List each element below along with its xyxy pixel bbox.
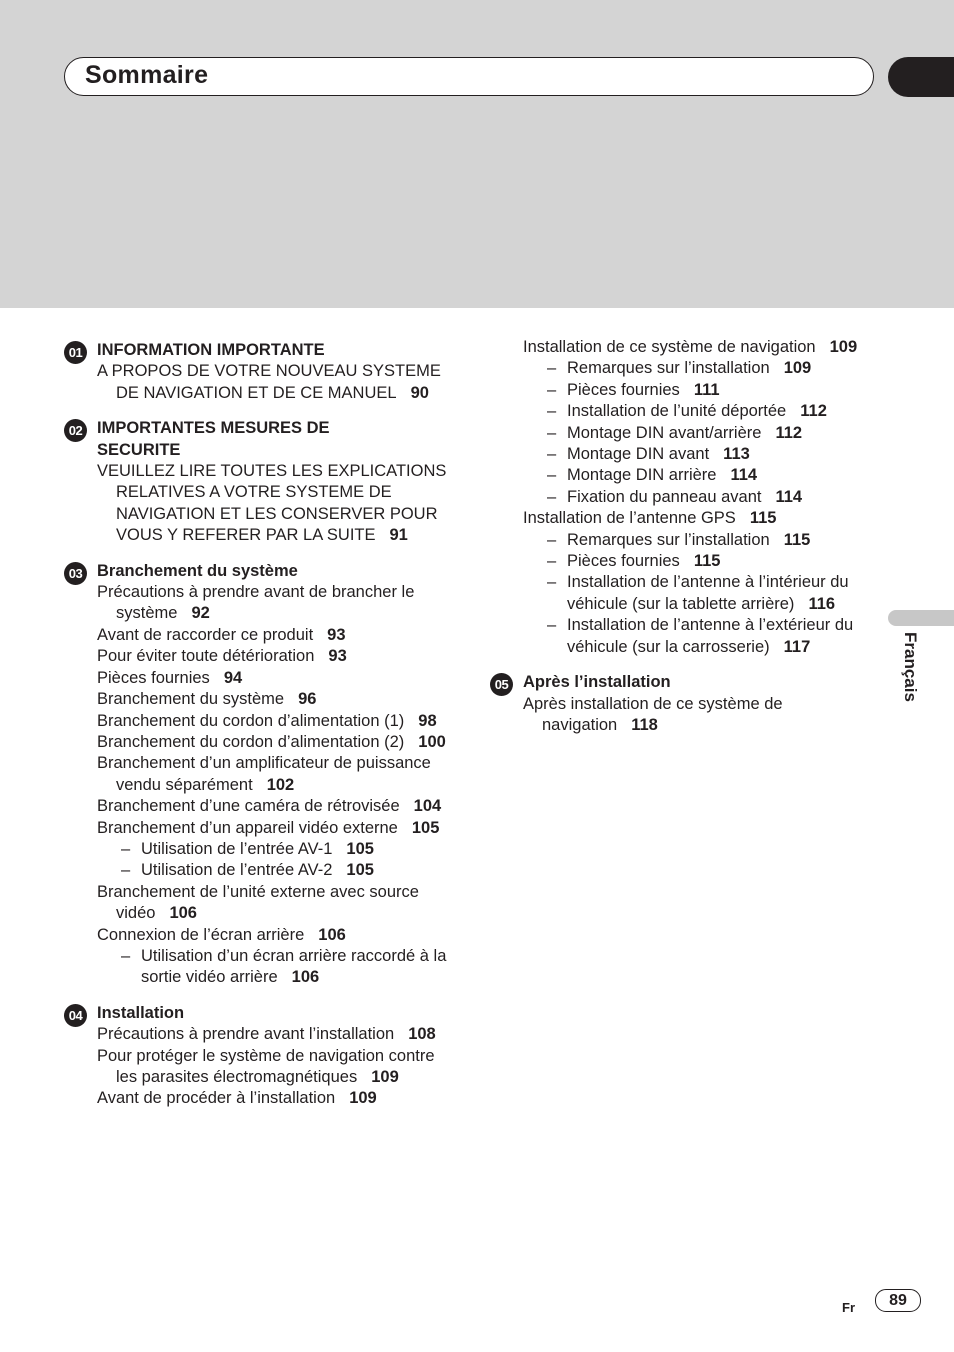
toc-subentry[interactable]: [490, 551, 882, 572]
subentry-dash: –: [547, 573, 557, 592]
entry-page-number: 108: [408, 1025, 436, 1044]
entry-text: Précautions à prendre avant de brancher le système: [97, 583, 415, 623]
section-heading-line: Installation: [97, 1003, 185, 1022]
entry-page-number: 98: [418, 711, 437, 730]
entry-text: Utilisation d’un écran arrière raccordé à la sortie vidéo arrière: [141, 946, 447, 987]
entry-text: Installation de ce système de navigation: [523, 338, 816, 356]
toc-entry[interactable]: [490, 508, 882, 529]
entry-page-number: 116: [808, 594, 836, 613]
toc-entry[interactable]: [64, 461, 454, 547]
entry-page-number: 109: [783, 359, 812, 378]
entry-text: Fixation du panneau avant: [567, 487, 762, 506]
toc-subentry[interactable]: [490, 487, 882, 508]
entry-text: Montage DIN arrière: [567, 466, 717, 485]
toc-entry[interactable]: [64, 711, 454, 732]
entry-page-number: 109: [371, 1068, 399, 1086]
entry-page-number: 114: [730, 466, 758, 485]
entry-page-number: 115: [749, 509, 777, 528]
toc-subentry[interactable]: [490, 401, 882, 422]
subentry-dash: –: [547, 445, 557, 464]
toc-right-column: [490, 337, 882, 736]
entry-page-number: 105: [411, 818, 440, 837]
toc-entry[interactable]: [64, 1024, 454, 1045]
title-box: [64, 57, 874, 96]
subentry-dash: –: [547, 423, 557, 442]
section-heading-line: Après l’installation: [523, 673, 671, 692]
entry-page-number: 115: [693, 552, 721, 571]
toc-entry[interactable]: [64, 882, 454, 925]
toc-section: [64, 418, 454, 546]
toc-subentry[interactable]: [64, 860, 454, 881]
entry-page-number: 106: [169, 904, 197, 923]
toc-section: [64, 340, 454, 404]
toc-subentry[interactable]: [64, 839, 454, 860]
entry-text: Branchement d’un amplificateur de puissance vendu séparément: [97, 754, 431, 794]
entry-page-number: 91: [389, 526, 408, 545]
entry-text: Installation de l’antenne à l’intérieur du véhicule (sur la tablette arrière): [567, 573, 849, 613]
entry-text: Avant de raccorder ce produit: [97, 625, 314, 644]
toc-subentry[interactable]: [490, 615, 882, 658]
subentry-dash: –: [547, 487, 557, 506]
entry-text: Branchement du cordon d’alimentation (1): [97, 711, 405, 730]
page-number: 89: [875, 1289, 921, 1312]
entry-page-number: 104: [413, 797, 442, 816]
section-heading: [64, 418, 454, 461]
toc-subentry[interactable]: [490, 572, 882, 615]
entry-page-number: 109: [829, 338, 858, 356]
entry-page-number: 115: [783, 530, 811, 549]
toc-entry[interactable]: [490, 337, 882, 358]
toc-entry[interactable]: [64, 818, 454, 839]
entry-text: Montage DIN avant/arrière: [567, 423, 762, 442]
toc-entry[interactable]: [64, 361, 454, 404]
entry-text: Pour éviter toute détérioration: [97, 647, 315, 666]
entry-page-number: 106: [318, 925, 346, 944]
entry-text: Avant de procéder à l’installation: [97, 1089, 336, 1108]
toc-entry[interactable]: [64, 1088, 454, 1109]
language-label: Français: [901, 632, 920, 702]
language-tab: [888, 610, 954, 626]
chapter-number-badge: 01: [64, 341, 87, 364]
entry-page-number: 96: [298, 690, 317, 709]
toc-entry[interactable]: [64, 582, 454, 625]
entry-text: Installation de l’antenne à l’extérieur du véhicule (sur la carrosserie): [567, 616, 854, 656]
section-heading-line: IMPORTANTES MESURES DE: [97, 419, 330, 438]
toc-entry[interactable]: [64, 625, 454, 646]
toc-entry[interactable]: [64, 646, 454, 667]
entry-text: Branchement du système: [97, 690, 285, 709]
toc-entry[interactable]: [64, 925, 454, 946]
toc-entry[interactable]: [64, 796, 454, 817]
toc-entry[interactable]: [64, 732, 454, 753]
subentry-dash: –: [547, 380, 557, 399]
entry-page-number: 105: [346, 839, 374, 858]
subentry-dash: –: [121, 839, 131, 858]
entry-page-number: 113: [723, 445, 750, 464]
toc-subentry[interactable]: [490, 380, 882, 401]
entry-text: Remarques sur l’installation: [567, 530, 770, 549]
toc-subentry[interactable]: [490, 358, 882, 379]
header-band: [0, 0, 954, 308]
chapter-number-badge: 02: [64, 419, 87, 442]
section-heading: [490, 672, 882, 693]
entry-text: Précautions à prendre avant l’installation: [97, 1025, 395, 1044]
entry-page-number: 92: [191, 604, 210, 623]
toc-entry[interactable]: [490, 694, 882, 737]
entry-page-number: 100: [418, 732, 446, 751]
entry-text: Connexion de l’écran arrière: [97, 925, 305, 944]
subentry-dash: –: [547, 359, 557, 378]
chapter-number-badge: 05: [490, 673, 513, 696]
entry-page-number: 118: [631, 715, 658, 734]
toc-subentry[interactable]: [64, 946, 454, 989]
entry-page-number: 114: [775, 487, 803, 506]
section-heading: [64, 561, 454, 582]
toc-section: [64, 1003, 454, 1110]
entry-text: A PROPOS DE VOTRE NOUVEAU SYSTEME DE NAVIGATION ET DE CE MANUEL: [97, 362, 441, 402]
entry-text: VEUILLEZ LIRE TOUTES LES EXPLICATIONS RELATIVES A VOTRE SYSTEME DE NAVIGATION ET LES CONSERVER POUR VOUS Y REFERER PAR LA SUITE: [97, 462, 447, 545]
toc-subentry[interactable]: [490, 423, 882, 444]
subentry-dash: –: [547, 616, 557, 635]
entry-page-number: 112: [775, 423, 803, 442]
entry-text: Utilisation de l’entrée AV-2: [141, 861, 333, 880]
section-heading: [64, 340, 454, 361]
entry-text: Utilisation de l’entrée AV-1: [141, 839, 333, 858]
entry-page-number: 109: [349, 1089, 377, 1108]
entry-text: Pièces fournies: [97, 668, 210, 687]
entry-text: Pièces fournies: [567, 552, 680, 571]
toc-entry[interactable]: [64, 1046, 454, 1089]
toc-section: [490, 672, 882, 736]
entry-page-number: 105: [346, 861, 374, 880]
entry-text: Installation de l’antenne GPS: [523, 509, 736, 528]
toc-entry[interactable]: [64, 668, 454, 689]
entry-page-number: 117: [783, 637, 811, 656]
subentry-dash: –: [547, 466, 557, 485]
entry-text: Branchement d’un appareil vidéo externe: [97, 818, 398, 837]
toc-entry[interactable]: [64, 689, 454, 710]
entry-text: Après installation de ce système de navigation: [523, 694, 783, 734]
subentry-dash: –: [547, 402, 557, 421]
entry-page-number: 93: [328, 647, 347, 666]
toc-left-column: [64, 340, 454, 1110]
entry-text: Branchement de l’unité externe avec source vidéo: [97, 882, 419, 923]
entry-text: Pièces fournies: [567, 380, 680, 399]
chapter-number-badge: 04: [64, 1004, 87, 1027]
entry-page-number: 102: [266, 775, 295, 794]
entry-text: Montage DIN avant: [567, 445, 710, 464]
entry-page-number: 112: [800, 402, 827, 421]
entry-text: Installation de l’unité déportée: [567, 402, 787, 421]
subentry-dash: –: [121, 946, 131, 965]
section-heading: [64, 1003, 454, 1024]
entry-page-number: 106: [291, 968, 320, 987]
footer-language: Fr: [842, 1300, 855, 1315]
entry-page-number: 111: [693, 380, 720, 399]
toc-section: [64, 561, 454, 989]
toc-entry[interactable]: [64, 753, 454, 796]
entry-page-number: 93: [327, 625, 346, 644]
toc-subentry[interactable]: [490, 530, 882, 551]
section-heading-line: INFORMATION IMPORTANTE: [97, 341, 325, 359]
chapter-tab: [888, 57, 954, 97]
toc-section: [490, 337, 882, 658]
toc-subentry[interactable]: [490, 444, 882, 465]
entry-text: Branchement d’une caméra de rétrovisée: [97, 797, 400, 816]
toc-subentry[interactable]: [490, 465, 882, 486]
section-heading-line: SECURITE: [97, 440, 181, 459]
entry-text: Pour protéger le système de navigation contre les parasites électromagnétiques: [97, 1046, 435, 1086]
chapter-number-badge: 03: [64, 562, 87, 585]
page-title: Sommaire: [85, 61, 209, 89]
section-heading-line: Branchement du système: [97, 561, 298, 580]
entry-page-number: 94: [223, 668, 243, 687]
subentry-dash: –: [547, 552, 557, 571]
subentry-dash: –: [121, 861, 131, 880]
entry-text: Remarques sur l’installation: [567, 359, 770, 378]
subentry-dash: –: [547, 530, 557, 549]
entry-text: Branchement du cordon d’alimentation (2): [97, 732, 405, 751]
entry-page-number: 90: [410, 383, 429, 402]
